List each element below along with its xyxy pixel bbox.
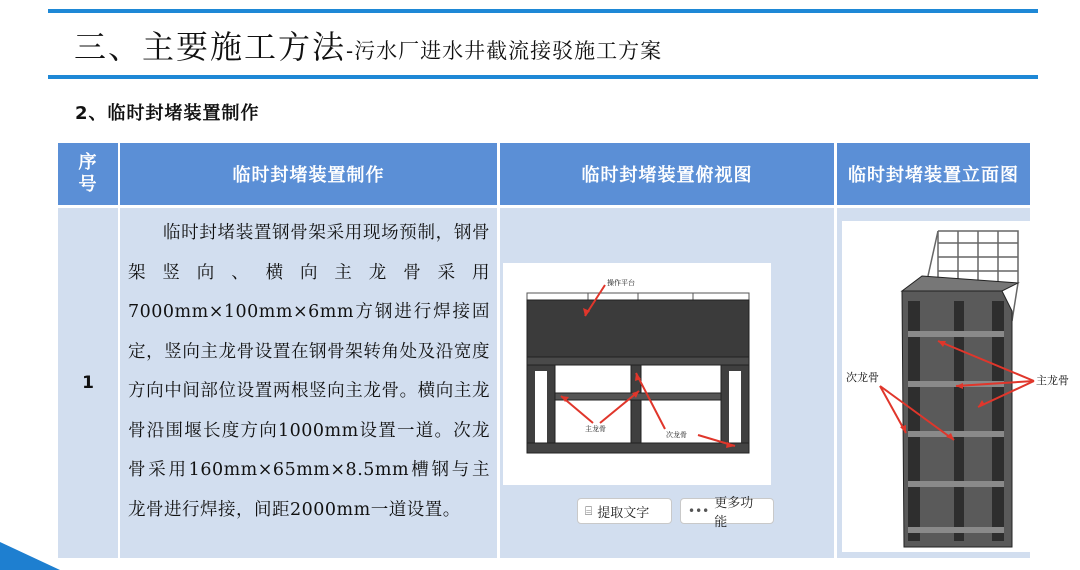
header-desc: 临时封堵装置制作 bbox=[120, 143, 497, 205]
header-elev: 临时封堵装置立面图 bbox=[837, 143, 1030, 205]
row-plan-cell bbox=[500, 208, 834, 558]
more-functions-button[interactable] bbox=[680, 496, 774, 530]
title-divider bbox=[48, 75, 1038, 79]
plan-label-main: 主龙骨 bbox=[585, 425, 606, 433]
plan-view-drawing bbox=[503, 263, 771, 485]
page-title-sub: -污水厂进水井截流接驳施工方案 bbox=[346, 39, 663, 63]
top-divider bbox=[48, 9, 1038, 13]
extract-text-button[interactable] bbox=[577, 498, 672, 524]
plan-label-platform: 操作平台 bbox=[607, 279, 635, 287]
row-seq-cell bbox=[58, 208, 118, 558]
elevation-drawing bbox=[842, 221, 1080, 552]
elevation-image bbox=[842, 221, 1080, 552]
header-seq-line1: 序 bbox=[78, 152, 98, 173]
elev-label-main: 主龙骨 bbox=[1036, 374, 1069, 387]
row-desc-cell bbox=[120, 208, 497, 558]
header-seq bbox=[58, 143, 118, 205]
corner-decoration bbox=[0, 542, 60, 570]
row-seq: 1 bbox=[82, 373, 94, 393]
page-title-main: 三、主要施工方法 bbox=[74, 28, 347, 66]
more-dots-icon: ••• bbox=[688, 504, 710, 518]
elev-label-secondary: 次龙骨 bbox=[846, 371, 879, 384]
section-heading: 2、临时封堵装置制作 bbox=[75, 103, 260, 124]
row-description: 临时封堵装置钢骨架采用现场预制，钢骨架竖向、横向主龙骨采用7000mm×100mm×6mm方钢进行焊接固定，竖向主龙骨设置在钢骨架转角处及沿宽度方向中间部位设置两根竖向主龙骨。横向主龙骨沿围堰长度方向1000mm设置一道。次龙骨采用160mm×65mm×8.5mm槽钢与主龙骨进行焊接，间距2000mm一道设置。 bbox=[128, 223, 490, 520]
header-plan: 临时封堵装置俯视图 bbox=[500, 143, 834, 205]
more-functions-label: 更多功能 bbox=[714, 496, 754, 530]
row-elev-cell bbox=[837, 208, 1069, 558]
plan-view-image bbox=[503, 263, 771, 485]
page-title bbox=[74, 22, 662, 66]
method-table bbox=[58, 143, 1069, 558]
plan-label-secondary: 次龙骨 bbox=[666, 431, 687, 439]
extract-text-label: 提取文字 bbox=[597, 505, 650, 521]
text-scan-icon: ⌸ bbox=[585, 503, 593, 518]
header-seq-line2: 号 bbox=[78, 174, 98, 195]
